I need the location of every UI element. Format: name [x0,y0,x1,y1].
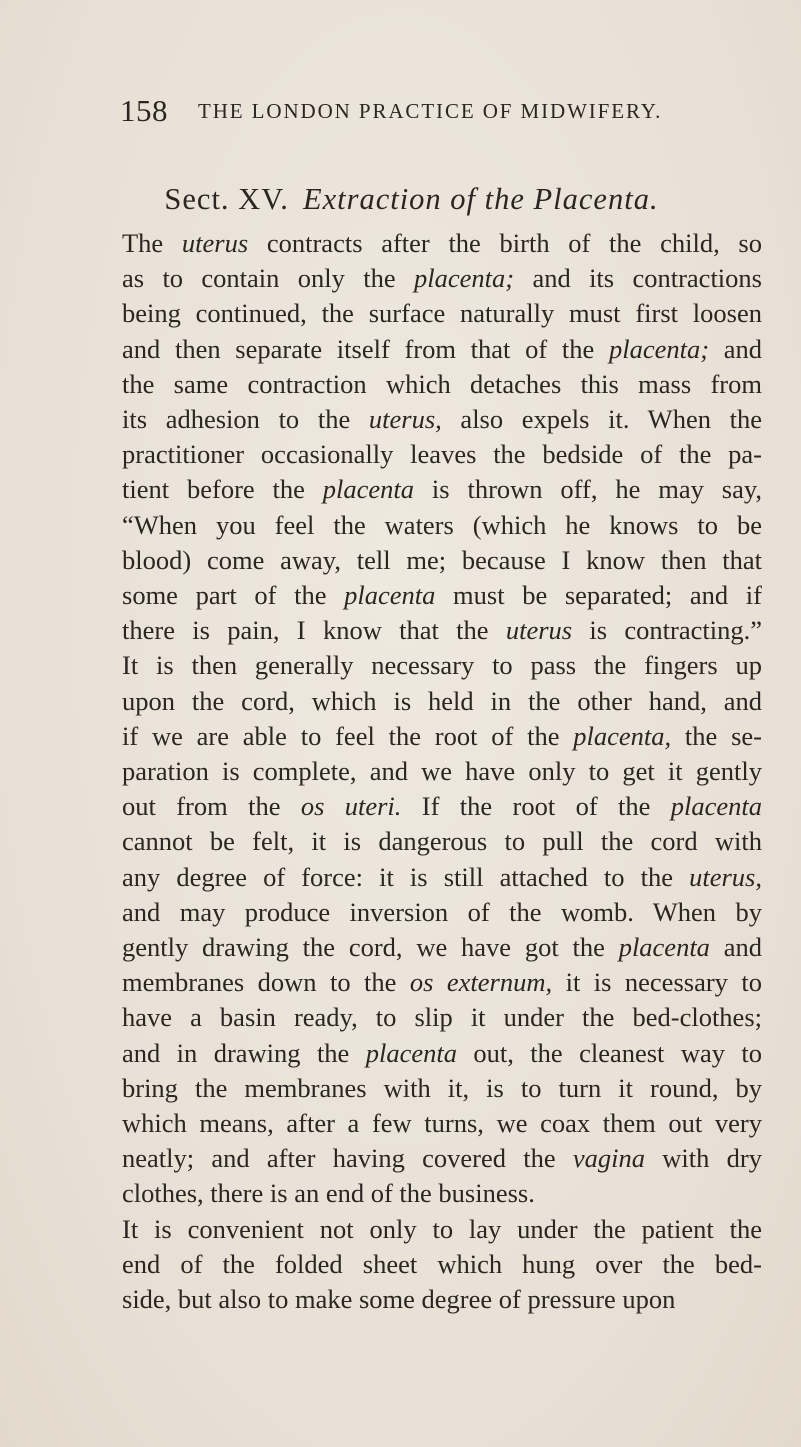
italic-term: uterus, [368,404,442,435]
text-run: cannot be felt, it is dangerous to pull the cord with [122,826,762,857]
text-line [90,1000,762,1035]
text-line [90,226,762,261]
text-run: end of the folded sheet which hung over the bed- [122,1248,762,1279]
text-run: blood) come away, tell me; because I know then that [122,544,762,575]
italic-term: os externum, [409,967,553,998]
text-run: It is convenient not only to lay under the patient the [122,1213,762,1244]
text-run: paration is complete, and we have only to get it gently [122,756,762,787]
text-run: upon the cord, which is held in the other hand, and [122,685,762,716]
italic-term: vagina [572,1143,646,1174]
text-run: is thrown off, he may say, [414,474,762,505]
text-run: The [122,228,182,258]
text-line [90,1036,762,1071]
text-run: there is pain, I know that the [122,615,506,646]
italic-term: uterus [505,615,573,646]
text-line [90,789,762,824]
text-run: have a basin ready, to slip it under the bed-clothes; [122,1002,762,1033]
text-run: being continued, the surface naturally must first loosen [122,298,762,329]
text-line [90,437,762,472]
paragraph [90,1212,762,1318]
text-run: neatly; and after having covered the [122,1143,573,1174]
text-line [90,472,762,507]
text-line [90,1176,762,1211]
text-line [90,367,762,402]
text-run: side, but also to make some degree of pressure upon [122,1284,676,1315]
text-run: and its contractions [514,263,762,294]
text-run: is contracting.” [572,615,763,646]
text-line [90,860,762,895]
text-line [90,895,762,930]
page-header [120,93,760,133]
body-text [90,226,762,1317]
text-run: which means, after a few turns, we coax them out very [122,1108,762,1139]
italic-term: os uteri. [300,791,402,822]
italic-term: uterus [181,228,249,258]
text-line [90,648,762,683]
text-run: some part of the [122,580,345,611]
text-run: and in drawing the [122,1037,366,1068]
text-line [90,930,762,965]
text-run: the same contraction which detaches this mass from [122,368,762,399]
italic-term: placenta; [608,333,710,364]
text-line [90,508,762,543]
paragraph [90,226,762,1212]
text-run: and then separate itself from that of the [122,333,609,364]
text-line [90,1106,762,1141]
text-run: out from the [122,791,301,822]
text-line [90,1071,762,1106]
italic-term: placenta [322,474,415,505]
text-line [90,965,762,1000]
text-line [90,402,762,437]
text-run: practitioner occasionally leaves the bedside of the pa- [122,439,762,470]
text-run: and may produce inversion of the womb. When by [122,896,762,927]
text-run: tient before the [122,474,323,505]
text-run: if we are able to feel the root of the [122,720,574,751]
text-run: If the root of the [401,791,671,822]
text-run: out, the cleanest way to [456,1037,762,1068]
italic-term: placenta [344,580,436,611]
text-line [90,824,762,859]
text-run: with dry [645,1143,762,1174]
text-line [90,1247,762,1282]
text-line [90,684,762,719]
text-line [90,1141,762,1176]
section-heading [0,182,801,217]
running-head: THE LONDON PRACTICE OF MIDWIFERY. [198,99,663,123]
text-run: “When you feel the waters (which he knows to be [122,509,762,540]
text-line [90,1282,762,1317]
text-run: it is necessary to [552,967,762,998]
text-run: as to contain only the [122,263,414,294]
text-run: must be separated; and if [435,580,762,611]
text-run: any degree of force: it is still attached to the [122,861,690,892]
text-line [90,296,762,331]
text-line [90,332,762,367]
text-line [90,261,762,296]
text-run: It is then generally necessary to pass the fingers up [122,650,762,681]
text-line [90,543,762,578]
text-run: clothes, there is an end of the business. [122,1178,535,1209]
text-run: membranes down to the [122,967,410,998]
page-number: 158 [120,93,168,128]
text-run: bring the membranes with it, is to turn it round, by [122,1072,762,1103]
italic-term: placenta; [414,263,515,294]
italic-term: placenta [670,791,762,822]
section-label: Sect. XV. [164,182,289,216]
text-run: also expels it. When the [441,404,762,435]
text-run: the se- [671,720,762,751]
text-run: gently drawing the cord, we have got the [122,932,619,963]
italic-term: placenta [365,1037,457,1068]
text-run: and [709,932,762,963]
italic-term: placenta, [573,720,672,751]
text-line [90,719,762,754]
text-line [90,1212,762,1247]
text-run: contracts after the birth of the child, so [248,228,762,258]
text-run: its adhesion to the [122,404,369,435]
italic-term: uterus, [689,861,762,892]
text-line [90,578,762,613]
text-line [90,613,762,648]
text-run: and [709,333,762,364]
section-title: Extraction of the Placenta. [302,182,659,216]
text-line [90,754,762,789]
italic-term: placenta [618,932,710,963]
